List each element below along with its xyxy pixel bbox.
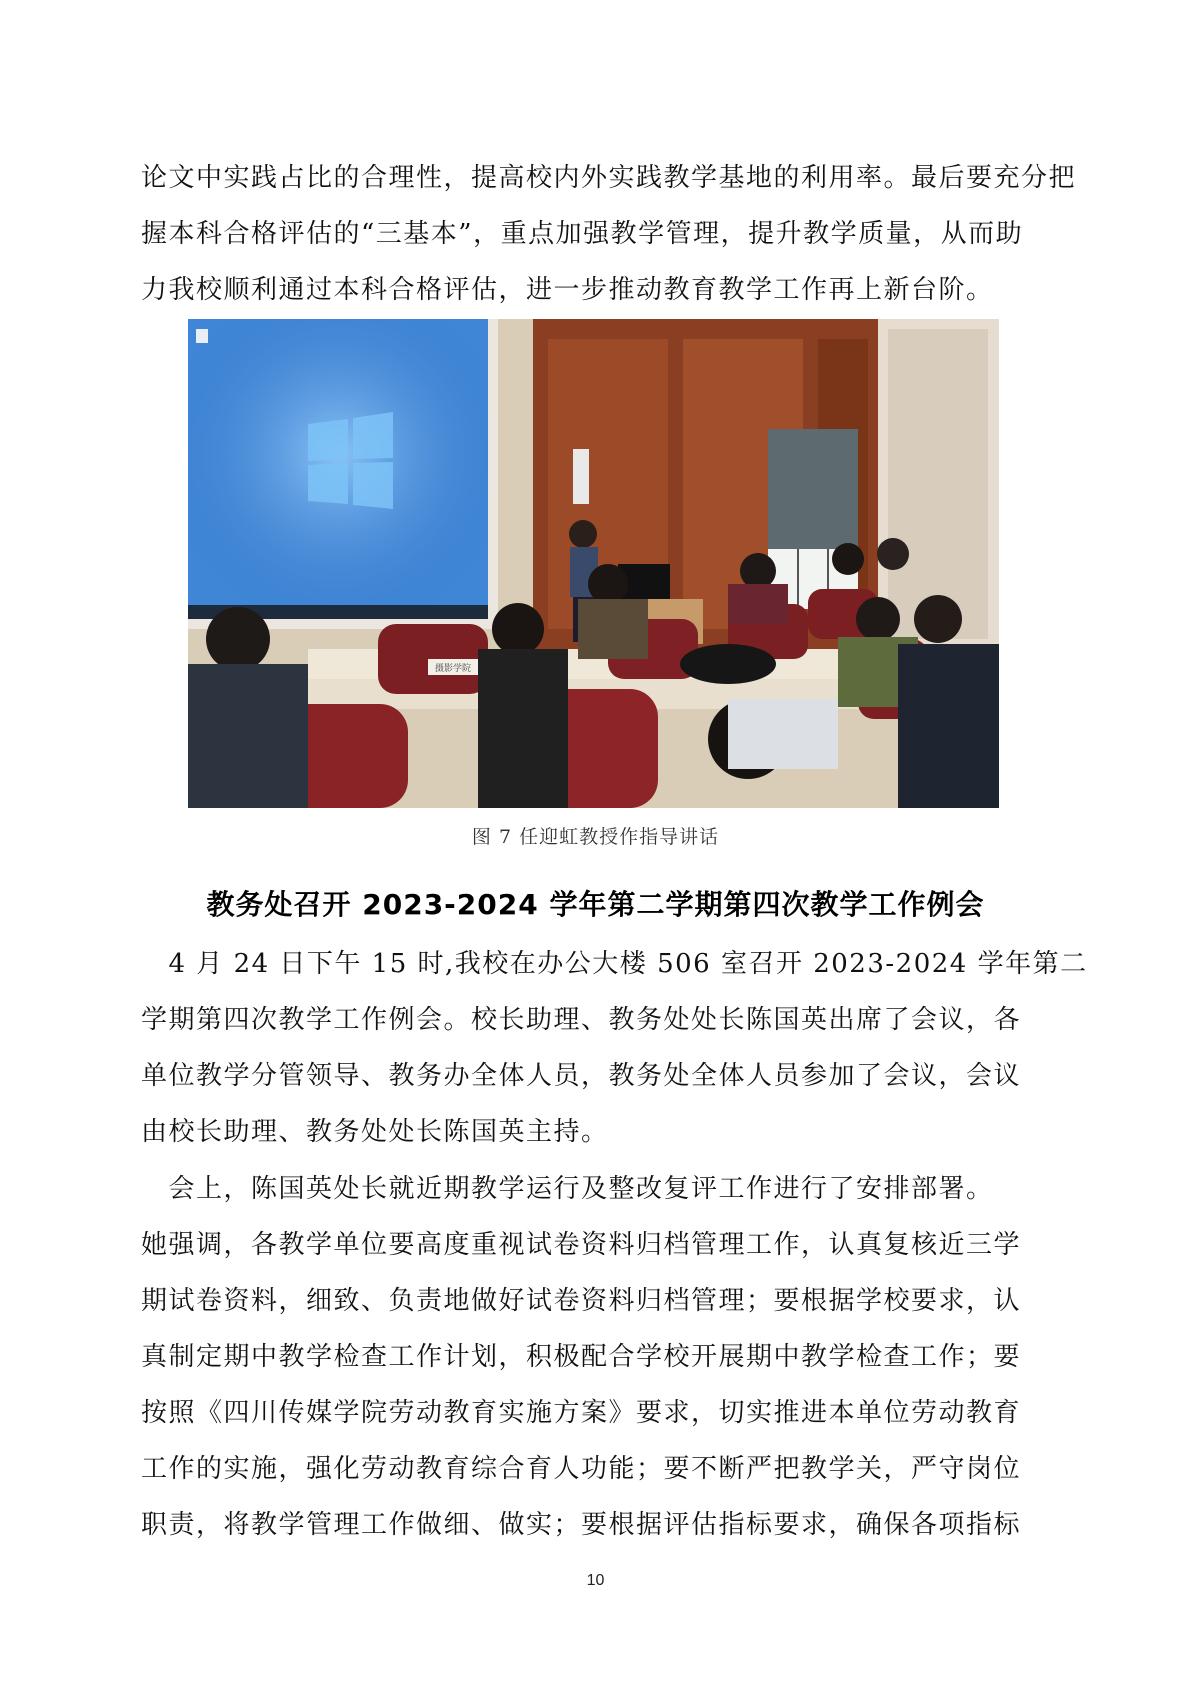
- text-line: 握本科合格评估的“三基本”，重点加强教学管理，提升教学质量，从而助: [141, 219, 1024, 249]
- text-line: 学期第四次教学工作例会。校长助理、教务处处长陈国英出席了会议，各: [141, 1005, 1022, 1035]
- text-line: 由校长助理、教务处处长陈国英主持。: [141, 1117, 609, 1147]
- text-line: 真制定期中教学检查工作计划，积极配合学校开展期中教学检查工作；要: [141, 1342, 1022, 1372]
- text-line: 力我校顺利通过本科合格评估，进一步推动教育教学工作再上新台阶。: [141, 275, 994, 305]
- page-number: 10: [586, 1572, 605, 1589]
- meeting-photo: [188, 319, 999, 808]
- text-line: 工作的实施，强化劳动教育综合育人功能；要不断严把教学关，严守岗位: [141, 1454, 1022, 1484]
- text-line: 单位教学分管领导、教务办全体人员，教务处全体人员参加了会议，会议: [141, 1061, 1022, 1091]
- text-line: 会上，陈国英处长就近期教学运行及整改复评工作进行了安排部署。: [141, 1174, 994, 1204]
- article-paragraph-2: [141, 1161, 1051, 1553]
- article-paragraph-1: [141, 936, 1088, 1160]
- intro-paragraph: [141, 150, 1077, 318]
- figure-caption: 图 7 任迎虹教授作指导讲话: [471, 826, 720, 848]
- text-line: 她强调，各教学单位要高度重视试卷资料归档管理工作，认真复核近三学: [141, 1230, 1022, 1260]
- text-line: 4 月 24 日下午 15 时,我校在办公大楼 506 室召开 2023-2024 学年第二: [141, 949, 1088, 979]
- text-line: 按照《四川传媒学院劳动教育实施方案》要求，切实推进本单位劳动教育: [141, 1398, 1022, 1428]
- photo-sign-text: 摄影学院: [434, 664, 472, 674]
- text-line: 期试卷资料，细致、负责地做好试卷资料归档管理；要根据学校要求，认: [141, 1286, 1022, 1316]
- text-line: 职责，将教学管理工作做细、做实；要根据评估指标要求，确保各项指标: [141, 1510, 1022, 1540]
- article-title: 教务处召开 2023-2024 学年第二学期第四次教学工作例会: [206, 888, 985, 921]
- text-line: 论文中实践占比的合理性，提高校内外实践教学基地的利用率。最后要充分把: [141, 163, 1077, 193]
